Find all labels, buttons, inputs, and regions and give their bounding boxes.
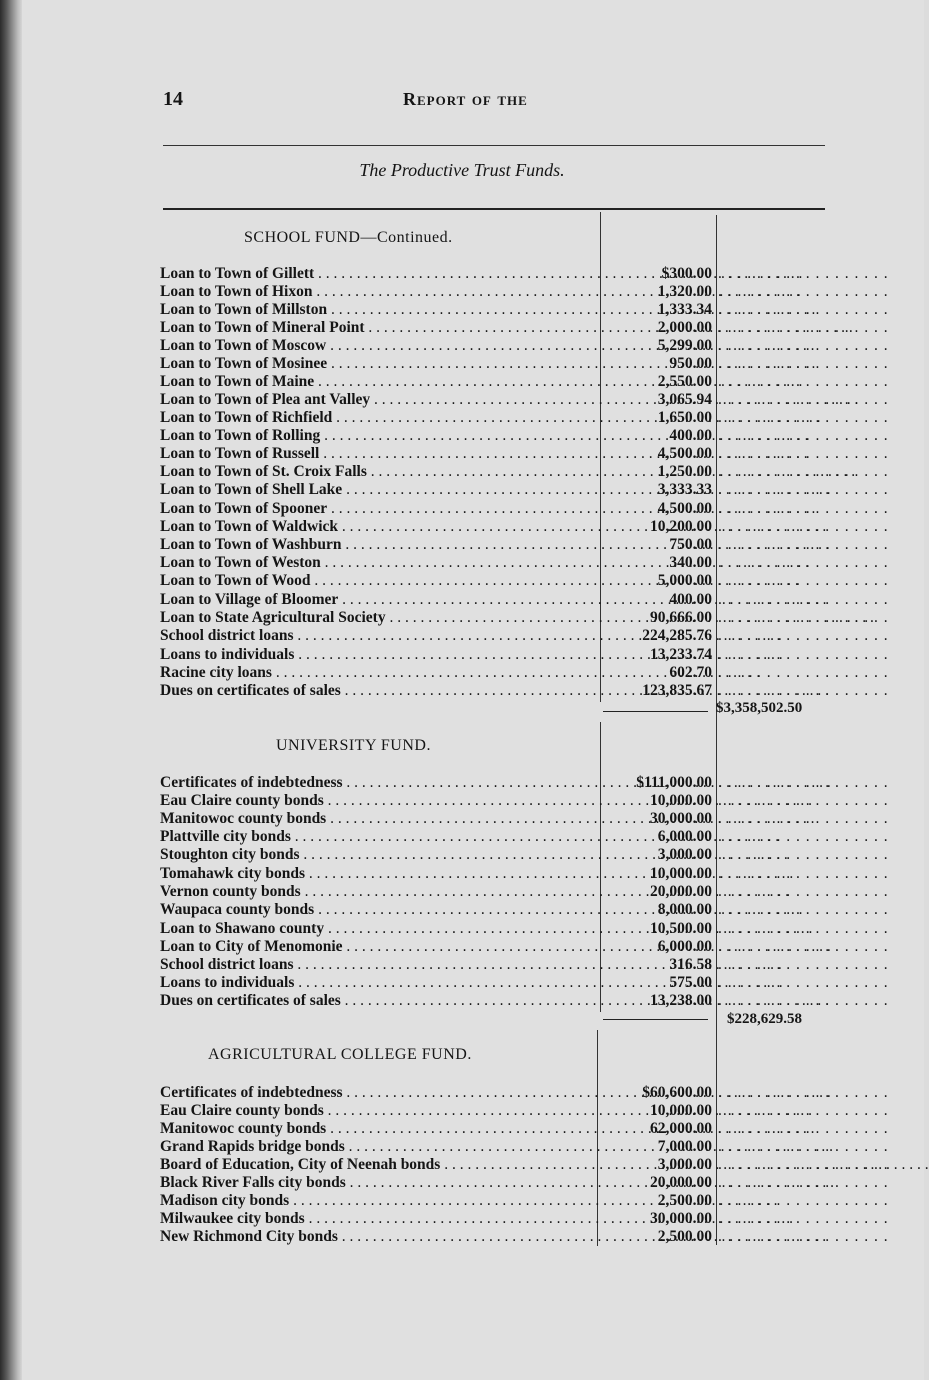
- leader-dots: . . . . . . . . . . . . . . . . . .: [718, 337, 889, 354]
- table-row: [160, 1210, 889, 1228]
- leader-dots: . . . . . . . . . . . . . . . . . .: [718, 682, 889, 699]
- row-label: School district loans . . .: [160, 956, 596, 974]
- row-amount: 5,000.00: [657, 572, 712, 589]
- row-amount: 13,238.00: [650, 992, 712, 1009]
- row-label: Loan to Town of Hixon . . .: [160, 283, 596, 301]
- leader-dots: . . . . . . . . . . . . . . . . . .: [718, 1138, 889, 1155]
- leader-dots: . . . . . . . . . . . . . . . . . .: [718, 391, 889, 408]
- leader-dots: . . . . . . . . . . . . . . . . . .: [718, 265, 889, 282]
- row-label: Loan to Town of Mineral Point . . .: [160, 319, 596, 337]
- row-label: Loan to Town of Gillett . . .: [160, 265, 596, 283]
- page-number: 14: [163, 88, 183, 110]
- row-label: Eau Claire county bonds . . .: [160, 1102, 596, 1120]
- leader-dots: . . . . . . . . . . . . . . . . . .: [718, 1192, 889, 1209]
- row-amount: 123,835.67: [642, 682, 712, 699]
- row-amount: 10,000.00: [650, 1102, 712, 1119]
- leader-dots: . . . . . . . . . . . . . . . . . .: [718, 427, 889, 444]
- school-fund-total: $3,358,502.50: [716, 700, 803, 716]
- leader-dots: . . . . . . . . . . . . . . . . . .: [718, 591, 889, 608]
- row-label: Loan to Town of Millston . . .: [160, 301, 596, 319]
- table-row: [160, 518, 889, 536]
- row-amount: 2,500.00: [657, 1192, 712, 1209]
- row-label: Vernon county bonds . . .: [160, 883, 596, 901]
- row-amount: 7,000.00: [657, 1138, 712, 1155]
- row-label: Loan to Town of Shell Lake . . .: [160, 481, 596, 499]
- table-row: [160, 536, 889, 554]
- row-label: Eau Claire county bonds . . .: [160, 792, 596, 810]
- row-label: Madison city bonds . . .: [160, 1192, 596, 1210]
- leader-dots: . . . . . . . . . . . . . . . . . .: [718, 481, 889, 498]
- table-row: [160, 828, 889, 846]
- table-row: [160, 865, 889, 883]
- row-amount: 4,500.00: [657, 445, 712, 462]
- row-label: Dues on certificates of sales . . .: [160, 682, 596, 700]
- leader-dots: . . . . . . . . . . . . . . . . . .: [718, 1102, 889, 1119]
- row-amount: 6,000.00: [657, 938, 712, 955]
- row-amount: 20,000.00: [650, 1174, 712, 1191]
- school-fund-heading: SCHOOL FUND—Continued.: [244, 229, 453, 246]
- row-label: Loan to Town of Richfield . . .: [160, 409, 596, 427]
- row-label: Loan to Town of Rolling . . .: [160, 427, 596, 445]
- leader-dots: . . . . . . . . . . . . . . . . . .: [718, 974, 889, 991]
- leader-dots: . . . . . . . . . . . . . . . . . .: [718, 920, 889, 937]
- row-amount: 950.00: [669, 355, 712, 372]
- row-label: Milwaukee city bonds . . .: [160, 1210, 596, 1228]
- leader-dots: . . . . . . . . . . . . . . . . . .: [718, 1210, 889, 1227]
- leader-dots: . . . . . . . . . . . . . . . . . .: [718, 554, 889, 571]
- table-row: [160, 938, 889, 956]
- row-label: Loan to Town of Maine . . .: [160, 373, 596, 391]
- row-label: Waupaca county bonds . . .: [160, 901, 596, 919]
- table-row: [160, 1192, 889, 1210]
- row-amount: 400.00: [669, 427, 712, 444]
- table-row: [160, 974, 889, 992]
- table-row: [160, 792, 889, 810]
- row-label: Manitowoc county bonds . . .: [160, 1120, 596, 1138]
- table-row: [160, 956, 889, 974]
- table-row: [160, 901, 889, 919]
- table-row: [160, 301, 889, 319]
- table-row: [160, 810, 889, 828]
- row-amount: 30,000.00: [650, 1210, 712, 1227]
- row-label: Loan to Town of Russell . . .: [160, 445, 596, 463]
- row-label: Loan to Town of Plea ant Valley . . .: [160, 391, 596, 409]
- row-amount: 224,285.76: [642, 627, 712, 644]
- row-amount: 3,000.00: [657, 1156, 712, 1173]
- table-row: [160, 1084, 889, 1102]
- row-amount: $300.00: [661, 265, 712, 282]
- leader-dots: . . . . . . . . . . . . . . . . . .: [718, 1228, 889, 1245]
- row-label: Black River Falls city bonds . . .: [160, 1174, 596, 1192]
- table-row: [160, 883, 889, 901]
- row-label: Loan to Town of Wood . . .: [160, 572, 596, 590]
- row-label: Loan to State Agricultural Society . . .: [160, 609, 596, 627]
- row-label: Loan to Shawano county . . .: [160, 920, 596, 938]
- row-amount: 10,500.00: [650, 920, 712, 937]
- row-amount: 3,333.33: [657, 481, 712, 498]
- leader-dots: . . . . . . . . . . . . . . . . . .: [718, 774, 889, 791]
- row-label: Loans to individuals . . .: [160, 646, 596, 664]
- leader-dots: . . . . . . . . . . . . . . . . . .: [718, 865, 889, 882]
- row-label: Loan to Town of St. Croix Falls . . .: [160, 463, 596, 481]
- table-row: [160, 1120, 889, 1138]
- leader-dots: . . . . . . . . . . . . . . . . . .: [718, 518, 889, 535]
- running-head: Report of the: [403, 89, 528, 109]
- leader-dots: . . . . . . . . . . . . . . . . . .: [718, 1174, 889, 1191]
- school-fund-sum-rule: [603, 711, 708, 712]
- row-label: Dues on certificates of sales . . .: [160, 992, 596, 1010]
- row-label: Loan to Village of Bloomer . . .: [160, 591, 596, 609]
- leader-dots: . . . . . . . . . . . . . . . . . .: [718, 883, 889, 900]
- table-row: [160, 920, 889, 938]
- book-binding-edge: [0, 0, 22, 1380]
- row-amount: 30,000.00: [650, 810, 712, 827]
- leader-dots: . . . . . . . . . . . . . . . . . .: [718, 828, 889, 845]
- table-subtitle: The Productive Trust Funds.: [359, 160, 565, 180]
- table-top-rule: [163, 208, 825, 210]
- row-amount: 8,000.00: [657, 901, 712, 918]
- leader-dots: . . . . . . . . . . . . . . . . . .: [718, 627, 889, 644]
- header-rule: [163, 145, 825, 146]
- table-row: [160, 992, 889, 1010]
- table-row: [160, 409, 889, 427]
- leader-dots: . . . . . . . . . . . . . . . . . .: [718, 646, 889, 663]
- row-label: Tomahawk city bonds . . .: [160, 865, 596, 883]
- row-amount: 1,250.00: [657, 463, 712, 480]
- table-row: [160, 591, 889, 609]
- row-label: Loan to City of Menomonie . . .: [160, 938, 596, 956]
- leader-dots: . . . . . . . . . . . . . . . . . .: [718, 1084, 889, 1101]
- row-label: Loan to Town of Weston . . .: [160, 554, 596, 572]
- university-fund-heading: UNIVERSITY FUND.: [276, 737, 431, 754]
- table-row: [160, 846, 889, 864]
- leader-dots: . . . . . . . . . . . . . . . . . .: [718, 1120, 889, 1137]
- row-label: Grand Rapids bridge bonds . . .: [160, 1138, 596, 1156]
- table-row: [160, 265, 889, 283]
- row-amount: 13,233.74: [650, 646, 712, 663]
- table-row: [160, 283, 889, 301]
- row-amount: 602.70: [669, 664, 712, 681]
- table-row: [160, 391, 889, 409]
- leader-dots: . . . . . . . . . . . . . . . . . .: [718, 355, 889, 372]
- leader-dots: . . . . . . . . . . . . . . . . . .: [718, 1156, 889, 1173]
- row-amount: 1,333.34: [657, 301, 712, 318]
- row-amount: 2,550.00: [657, 373, 712, 390]
- leader-dots: . . . . . . . . . . . . . . . . . .: [718, 319, 889, 336]
- row-amount: 750.00: [669, 536, 712, 553]
- row-label: Loan to Town of Waldwick . . .: [160, 518, 596, 536]
- leader-dots: . . . . . . . . . . . . . . . . . .: [718, 301, 889, 318]
- leader-dots: . . . . . . . . . . . . . . . . . .: [718, 792, 889, 809]
- row-amount: 316.58: [669, 956, 712, 973]
- leader-dots: . . . . . . . . . . . . . . . . . .: [718, 283, 889, 300]
- row-amount: 340.00: [669, 554, 712, 571]
- table-row: [160, 1156, 889, 1174]
- row-amount: 4,500.00: [657, 500, 712, 517]
- agricultural-college-fund-heading: AGRICULTURAL COLLEGE FUND.: [208, 1046, 472, 1063]
- university-fund-sum-rule: [603, 1019, 708, 1020]
- leader-dots: . . . . . . . . . . . . . . . . . .: [718, 956, 889, 973]
- leader-dots: . . . . . . . . . . . . . . . . . .: [718, 409, 889, 426]
- row-label: Loan to Town of Spooner . . .: [160, 500, 596, 518]
- table-row: [160, 572, 889, 590]
- table-row: [160, 427, 889, 445]
- leader-dots: . . . . . . . . . . . . . . . . . .: [718, 992, 889, 1009]
- table-row: [160, 1138, 889, 1156]
- table-row: [160, 682, 889, 700]
- row-amount: $111,000.00: [636, 774, 712, 791]
- row-label: Manitowoc county bonds . . .: [160, 810, 596, 828]
- row-amount: 90,666.00: [650, 609, 712, 626]
- table-row: [160, 646, 889, 664]
- table-row: [160, 609, 889, 627]
- row-label: Plattville city bonds . . .: [160, 828, 596, 846]
- row-amount: 20,000.00: [650, 883, 712, 900]
- leader-dots: . . . . . . . . . . . . . . . . . .: [718, 572, 889, 589]
- leader-dots: . . . . . . . . . . . . . . . . . .: [718, 445, 889, 462]
- row-label: Loans to individuals . . .: [160, 974, 596, 992]
- row-label: Racine city loans . . .: [160, 664, 596, 682]
- row-amount: 1,650.00: [657, 409, 712, 426]
- table-row: [160, 373, 889, 391]
- leader-dots: . . . . . . . . . . . . . . . . . .: [718, 463, 889, 480]
- row-amount: 2,500.00: [657, 1228, 712, 1245]
- row-amount: 400.00: [669, 591, 712, 608]
- leader-dots: . . . . . . . . . . . . . . . . . .: [718, 664, 889, 681]
- leader-dots: . . . . . . . . . . . . . . . . . .: [718, 938, 889, 955]
- table-row: [160, 463, 889, 481]
- table-row: [160, 664, 889, 682]
- row-amount: 5,299.00: [657, 337, 712, 354]
- table-row: [160, 355, 889, 373]
- row-label: Loan to Town of Washburn . . .: [160, 536, 596, 554]
- leader-dots: . . . . . . . . . . . . . . . . . .: [718, 810, 889, 827]
- leader-dots: . . . . . . . . . . . . . . . . . .: [718, 609, 889, 626]
- row-amount: 62,000.00: [650, 1120, 712, 1137]
- row-label: Certificates of indebtedness . . .: [160, 774, 596, 792]
- table-row: [160, 627, 889, 645]
- row-amount: 575.00: [669, 974, 712, 991]
- leader-dots: . . . . . . . . . . . . . . . . . .: [718, 846, 889, 863]
- table-row: [160, 445, 889, 463]
- row-label: Loan to Town of Moscow . . .: [160, 337, 596, 355]
- row-label: School district loans . . .: [160, 627, 596, 645]
- leader-dots: . . . . . . . . . . . . . . . . . .: [718, 500, 889, 517]
- table-row: [160, 481, 889, 499]
- table-row: [160, 1102, 889, 1120]
- table-row: [160, 337, 889, 355]
- leader-dots: . . . . . . . . . . . . . . . . . .: [718, 901, 889, 918]
- table-row: [160, 319, 889, 337]
- leader-dots: . . . . . . . . . . . . . . . . . .: [718, 536, 889, 553]
- row-label: Loan to Town of Mosinee . . .: [160, 355, 596, 373]
- row-label: Certificates of indebtedness . . .: [160, 1084, 596, 1102]
- row-amount: 6,000.00: [657, 828, 712, 845]
- row-label: New Richmond City bonds . . .: [160, 1228, 596, 1246]
- table-row: [160, 774, 889, 792]
- table-row: [160, 1174, 889, 1192]
- leader-dots: . . . . . . . . . . . . . . . . . .: [718, 373, 889, 390]
- row-label: Stoughton city bonds . . .: [160, 846, 596, 864]
- table-row: [160, 554, 889, 572]
- row-label: Board of Education, City of Neenah bonds . . .: [160, 1156, 596, 1174]
- row-amount: 10,000.00: [650, 792, 712, 809]
- table-row: [160, 1228, 889, 1246]
- row-amount: 3,000.00: [657, 846, 712, 863]
- row-amount: 10,200.00: [650, 518, 712, 535]
- row-amount: 1,320.00: [657, 283, 712, 300]
- row-amount: $60,600.00: [642, 1084, 712, 1101]
- row-amount: 2,000.00: [657, 319, 712, 336]
- table-row: [160, 500, 889, 518]
- row-amount: 10,000.00: [650, 865, 712, 882]
- row-amount: 3,065.94: [657, 391, 712, 408]
- university-fund-total: $228,629.58: [727, 1011, 802, 1027]
